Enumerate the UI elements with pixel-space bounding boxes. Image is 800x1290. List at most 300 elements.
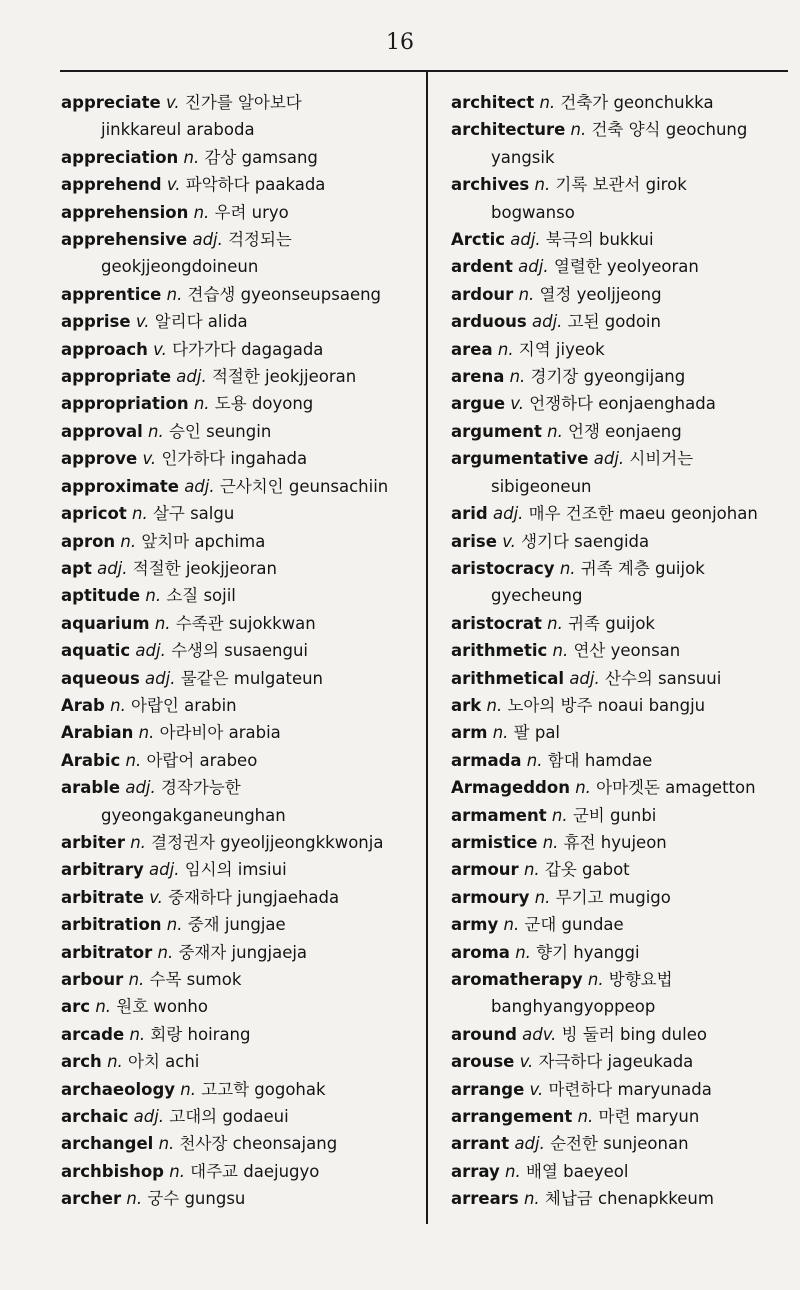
entry-continuation: gyecheung bbox=[491, 586, 583, 606]
entry-headword: armada bbox=[451, 750, 522, 770]
entry-headword: appropriate bbox=[61, 367, 172, 387]
entry-headword: appropriation bbox=[61, 394, 189, 414]
dictionary-entry bbox=[61, 445, 421, 472]
entry-part-of-speech: adj. bbox=[192, 230, 223, 250]
dictionary-entry bbox=[61, 473, 421, 500]
entry-headword: arbitrary bbox=[61, 860, 144, 880]
dictionary-entry bbox=[61, 1158, 421, 1185]
dictionary-entry bbox=[61, 1076, 421, 1103]
entry-headword: arbitrator bbox=[61, 942, 153, 962]
entry-translation: 건축가 geonchukka bbox=[555, 93, 714, 112]
column-divider bbox=[426, 72, 428, 1224]
entry-part-of-speech: n. bbox=[587, 970, 604, 989]
entry-part-of-speech: n. bbox=[542, 832, 559, 852]
entry-part-of-speech: adj. bbox=[510, 230, 541, 250]
entry-part-of-speech: adj. bbox=[518, 257, 549, 277]
dictionary-entry bbox=[61, 719, 421, 746]
entry-translation: 알리다 alida bbox=[149, 312, 248, 332]
entry-translation: 고고학 gogohak bbox=[195, 1079, 326, 1099]
entry-part-of-speech: v. bbox=[149, 887, 163, 907]
entry-translation: 결정권자 gyeoljjeongkkwonja bbox=[145, 832, 384, 852]
dictionary-entry bbox=[61, 747, 421, 774]
entry-translation: 고된 godoin bbox=[562, 312, 661, 332]
entry-translation: 대주교 daejugyo bbox=[184, 1161, 320, 1181]
entry-headword: arid bbox=[451, 504, 488, 524]
entry-part-of-speech: n. bbox=[575, 778, 591, 798]
entry-headword: arbiter bbox=[61, 832, 125, 852]
entry-part-of-speech: adj. bbox=[125, 778, 156, 798]
entry-translation: 시비거는 bbox=[624, 449, 694, 469]
dictionary-entry bbox=[61, 582, 421, 609]
entry-headword: aquarium bbox=[61, 613, 150, 633]
dictionary-entry bbox=[61, 939, 421, 966]
entry-translation: 팔 pal bbox=[508, 723, 561, 743]
entry-translation: 북극의 bukkui bbox=[540, 230, 654, 250]
entry-part-of-speech: v. bbox=[510, 394, 524, 414]
entry-headword: array bbox=[451, 1161, 500, 1181]
entry-part-of-speech: v. bbox=[142, 449, 157, 469]
entry-continuation: banghyangyoppeop bbox=[491, 997, 656, 1017]
dictionary-entry bbox=[61, 363, 421, 390]
entry-translation: 회랑 hoirang bbox=[145, 1024, 251, 1044]
dictionary-entry bbox=[451, 336, 791, 363]
entry-part-of-speech: v. bbox=[519, 1052, 534, 1072]
dictionary-entry bbox=[451, 89, 791, 116]
entry-headword: arrears bbox=[451, 1189, 519, 1209]
entry-translation: 다가가다 dagagada bbox=[166, 339, 324, 359]
dictionary-entry bbox=[451, 719, 791, 746]
dictionary-entry bbox=[451, 555, 791, 610]
entry-part-of-speech: n. bbox=[125, 750, 142, 770]
entry-part-of-speech: adj. bbox=[145, 668, 176, 688]
entry-translation: 아랍어 arabeo bbox=[141, 750, 258, 770]
entry-part-of-speech: n. bbox=[559, 558, 576, 578]
dictionary-entry bbox=[451, 445, 791, 500]
dictionary-entry bbox=[451, 1158, 791, 1185]
entry-translation: 아치 achi bbox=[122, 1052, 200, 1072]
entry-headword: aptitude bbox=[61, 586, 141, 606]
dictionary-entry bbox=[61, 528, 421, 555]
entry-part-of-speech: n. bbox=[130, 832, 146, 852]
entry-headword: armoury bbox=[451, 887, 530, 907]
entry-translation: 원호 wonho bbox=[111, 997, 208, 1017]
dictionary-entry bbox=[451, 528, 791, 555]
dictionary-entry bbox=[61, 1185, 421, 1212]
entry-part-of-speech: n. bbox=[154, 613, 171, 633]
dictionary-entry bbox=[61, 911, 421, 938]
dictionary-entry bbox=[451, 1130, 791, 1157]
dictionary-entry bbox=[451, 363, 791, 390]
entry-headword: approach bbox=[61, 339, 148, 359]
entry-part-of-speech: n. bbox=[547, 421, 563, 441]
entry-continuation: gyeongakganeunghan bbox=[101, 805, 286, 825]
entry-translation: 수족관 sujokkwan bbox=[170, 613, 316, 633]
entry-part-of-speech: n. bbox=[148, 421, 164, 441]
entry-part-of-speech: v. bbox=[502, 531, 516, 551]
entry-part-of-speech: v. bbox=[166, 175, 181, 195]
entry-translation: 건축 양식 geochung bbox=[586, 120, 748, 140]
entry-part-of-speech: n. bbox=[486, 695, 503, 715]
entry-part-of-speech: n. bbox=[539, 93, 556, 112]
entry-translation: 마련 maryun bbox=[593, 1107, 700, 1127]
entry-translation: 천사장 cheonsajang bbox=[174, 1134, 338, 1154]
entry-headword: aromatherapy bbox=[451, 970, 583, 989]
entry-translation: 근사치인 geunsachiin bbox=[214, 476, 389, 496]
dictionary-entry bbox=[61, 89, 421, 144]
entry-translation: 중재하다 jungjaehada bbox=[162, 887, 340, 907]
entry-headword: appreciate bbox=[61, 93, 161, 112]
entry-headword: approximate bbox=[61, 476, 179, 496]
entry-headword: aristocrat bbox=[451, 613, 542, 633]
entry-translation: 언쟁하다 eonjaenghada bbox=[523, 394, 716, 414]
dictionary-entry bbox=[451, 281, 791, 308]
entry-part-of-speech: n. bbox=[526, 750, 543, 770]
entry-headword: archaic bbox=[61, 1107, 129, 1127]
entry-headword: appreciation bbox=[61, 147, 179, 167]
entry-translation: 아마겟돈 amagetton bbox=[590, 778, 756, 798]
entry-translation: 감상 gamsang bbox=[199, 147, 318, 167]
dictionary-entry bbox=[451, 911, 791, 938]
entry-part-of-speech: n. bbox=[518, 284, 535, 304]
entry-translation: 귀족 계층 guijok bbox=[575, 558, 705, 578]
entry-translation: 귀족 guijok bbox=[562, 613, 655, 633]
dictionary-entry bbox=[451, 774, 791, 801]
dictionary-entry bbox=[61, 281, 421, 308]
entry-continuation: yangsik bbox=[491, 147, 555, 167]
entry-part-of-speech: n. bbox=[166, 284, 183, 304]
entry-headword: apprise bbox=[61, 312, 131, 332]
entry-part-of-speech: adj. bbox=[184, 476, 215, 496]
dictionary-entry bbox=[451, 500, 791, 527]
entry-headword: arena bbox=[451, 367, 505, 387]
entry-continuation: bogwanso bbox=[491, 202, 575, 222]
dictionary-entry bbox=[61, 884, 421, 911]
entry-headword: ark bbox=[451, 695, 482, 715]
entry-headword: archbishop bbox=[61, 1161, 164, 1181]
entry-part-of-speech: n. bbox=[547, 613, 563, 633]
entry-part-of-speech: n. bbox=[577, 1107, 594, 1127]
entry-translation: 진가를 알아보다 bbox=[179, 93, 302, 112]
dictionary-entry bbox=[451, 692, 791, 719]
entry-translation: 함대 hamdae bbox=[542, 750, 653, 770]
entry-headword: Arabic bbox=[61, 750, 121, 770]
entry-part-of-speech: v. bbox=[135, 312, 150, 332]
entry-part-of-speech: n. bbox=[129, 1024, 146, 1044]
entry-headword: arbitration bbox=[61, 915, 162, 935]
entry-part-of-speech: v. bbox=[165, 93, 180, 112]
entry-headword: architect bbox=[451, 93, 535, 112]
dictionary-entry bbox=[451, 966, 791, 1021]
entry-headword: arrange bbox=[451, 1079, 525, 1099]
entry-translation: 체납금 chenapkkeum bbox=[539, 1189, 714, 1209]
entry-part-of-speech: adj. bbox=[569, 668, 600, 688]
dictionary-entry bbox=[61, 199, 421, 226]
entry-translation: 물같은 mulgateun bbox=[175, 668, 324, 688]
entry-continuation: sibigeoneun bbox=[491, 476, 592, 496]
dictionary-entry bbox=[451, 856, 791, 883]
entry-translation: 지역 jiyeok bbox=[513, 339, 605, 359]
entry-part-of-speech: v. bbox=[153, 339, 167, 359]
entry-headword: army bbox=[451, 915, 499, 935]
entry-part-of-speech: n. bbox=[132, 504, 148, 524]
entry-part-of-speech: adj. bbox=[493, 504, 524, 524]
entry-part-of-speech: n. bbox=[169, 1161, 185, 1181]
entry-translation: 도용 doyong bbox=[209, 394, 314, 414]
dictionary-entry bbox=[451, 1185, 791, 1212]
entry-headword: aquatic bbox=[61, 641, 131, 661]
entry-translation: 마련하다 maryunada bbox=[543, 1079, 712, 1099]
entry-part-of-speech: n. bbox=[183, 147, 200, 167]
entry-headword: arbour bbox=[61, 970, 124, 989]
dictionary-entry bbox=[451, 939, 791, 966]
dictionary-entry bbox=[61, 1130, 421, 1157]
entry-translation: 연산 yeonsan bbox=[568, 641, 681, 661]
dictionary-entry bbox=[451, 390, 791, 417]
entry-headword: Arabian bbox=[61, 723, 134, 743]
entry-part-of-speech: adj. bbox=[176, 367, 207, 387]
dictionary-entry bbox=[451, 610, 791, 637]
dictionary-entry bbox=[61, 171, 421, 198]
entry-headword: archaeology bbox=[61, 1079, 176, 1099]
entry-headword: arrangement bbox=[451, 1107, 573, 1127]
entry-translation: 임시의 imsiui bbox=[179, 860, 287, 880]
entry-translation: 궁수 gungsu bbox=[142, 1189, 246, 1209]
entry-translation: 앞치마 apchima bbox=[136, 531, 266, 551]
dictionary-entry bbox=[451, 1048, 791, 1075]
dictionary-entry bbox=[451, 665, 791, 692]
entry-part-of-speech: adj. bbox=[514, 1134, 545, 1154]
entry-translation: 갑옷 gabot bbox=[539, 860, 630, 880]
entry-headword: approve bbox=[61, 449, 138, 469]
entry-part-of-speech: n. bbox=[492, 723, 509, 743]
dictionary-entry bbox=[61, 1048, 421, 1075]
dictionary-entry bbox=[61, 1103, 421, 1130]
entry-headword: architecture bbox=[451, 120, 566, 140]
dictionary-entry bbox=[451, 829, 791, 856]
dictionary-entry bbox=[451, 253, 791, 280]
entry-part-of-speech: n. bbox=[523, 1189, 540, 1209]
entry-translation: 경작가능한 bbox=[155, 778, 241, 798]
entry-translation: 아랍인 arabin bbox=[125, 695, 237, 715]
entry-translation: 군대 gundae bbox=[519, 915, 624, 935]
dictionary-entry bbox=[451, 637, 791, 664]
entry-translation: 열렬한 yeolyeoran bbox=[548, 257, 699, 277]
entry-translation: 노아의 방주 noaui bangju bbox=[502, 695, 706, 715]
dictionary-entry bbox=[451, 1076, 791, 1103]
entry-part-of-speech: n. bbox=[551, 805, 568, 825]
entry-part-of-speech: n. bbox=[534, 887, 551, 907]
entry-headword: aroma bbox=[451, 942, 510, 962]
entry-translation: 인가하다 ingahada bbox=[156, 449, 308, 469]
dictionary-entry bbox=[61, 308, 421, 335]
entry-translation: 소질 sojil bbox=[161, 586, 236, 606]
entry-headword: arm bbox=[451, 723, 488, 743]
right-column bbox=[451, 89, 791, 1213]
dictionary-entry bbox=[61, 418, 421, 445]
dictionary-entry bbox=[451, 802, 791, 829]
entry-part-of-speech: n. bbox=[552, 641, 569, 661]
entry-part-of-speech: n. bbox=[505, 1161, 521, 1181]
entry-part-of-speech: v. bbox=[529, 1079, 544, 1099]
entry-headword: around bbox=[451, 1024, 517, 1044]
dictionary-entry bbox=[61, 665, 421, 692]
entry-part-of-speech: adj. bbox=[97, 558, 128, 578]
entry-part-of-speech: adj. bbox=[593, 449, 625, 469]
entry-translation: 산수의 sansuui bbox=[599, 668, 722, 688]
entry-part-of-speech: n. bbox=[107, 1052, 123, 1072]
entry-headword: arrant bbox=[451, 1134, 510, 1154]
entry-part-of-speech: n. bbox=[193, 394, 210, 414]
dictionary-entry bbox=[61, 226, 421, 281]
entry-part-of-speech: n. bbox=[166, 915, 183, 935]
entry-translation: 향기 hyanggi bbox=[530, 942, 640, 962]
dictionary-entry bbox=[451, 418, 791, 445]
entry-headword: apricot bbox=[61, 504, 127, 524]
entry-headword: aqueous bbox=[61, 668, 140, 688]
entry-translation: 아라비아 arabia bbox=[154, 723, 281, 743]
entry-translation: 우려 uryo bbox=[209, 202, 289, 222]
entry-headword: armament bbox=[451, 805, 547, 825]
entry-translation: 견습생 gyeonseupsaeng bbox=[182, 284, 382, 304]
entry-part-of-speech: adj. bbox=[135, 641, 166, 661]
entry-headword: archangel bbox=[61, 1134, 154, 1154]
entry-continuation: geokjjeongdoineun bbox=[101, 257, 259, 277]
entry-translation: 중재 jungjae bbox=[182, 915, 286, 935]
entry-part-of-speech: n. bbox=[509, 367, 526, 387]
dictionary-entry bbox=[61, 829, 421, 856]
entry-headword: approval bbox=[61, 421, 143, 441]
entry-headword: ardour bbox=[451, 284, 514, 304]
entry-translation: 배열 baeyeol bbox=[520, 1161, 629, 1181]
dictionary-entry bbox=[61, 336, 421, 363]
entry-headword: arouse bbox=[451, 1052, 515, 1072]
entry-part-of-speech: n. bbox=[120, 531, 137, 551]
entry-headword: apprehension bbox=[61, 202, 189, 222]
entry-part-of-speech: n. bbox=[110, 695, 126, 715]
dictionary-entry bbox=[451, 308, 791, 335]
entry-part-of-speech: adj. bbox=[531, 312, 563, 332]
entry-part-of-speech: n. bbox=[570, 120, 587, 140]
entry-translation: 걱정되는 bbox=[222, 230, 292, 250]
entry-translation: 자극하다 jageukada bbox=[533, 1052, 694, 1072]
entry-headword: apprehensive bbox=[61, 230, 188, 250]
dictionary-entry bbox=[61, 692, 421, 719]
entry-part-of-speech: n. bbox=[145, 586, 162, 606]
entry-headword: arduous bbox=[451, 312, 527, 332]
entry-part-of-speech: n. bbox=[497, 339, 514, 359]
entry-part-of-speech: n. bbox=[128, 970, 145, 989]
dictionary-entry bbox=[61, 1021, 421, 1048]
entry-continuation: jinkkareul araboda bbox=[101, 120, 255, 140]
entry-headword: argument bbox=[451, 421, 542, 441]
entry-headword: arc bbox=[61, 997, 91, 1017]
dictionary-entry bbox=[61, 774, 421, 829]
entry-translation: 생기다 saengida bbox=[515, 531, 650, 551]
dictionary-entry bbox=[61, 555, 421, 582]
entry-headword: apprehend bbox=[61, 175, 162, 195]
entry-part-of-speech: n. bbox=[503, 915, 520, 935]
entry-headword: apprentice bbox=[61, 284, 162, 304]
entry-part-of-speech: adj. bbox=[149, 860, 180, 880]
entry-headword: armour bbox=[451, 860, 519, 880]
entry-headword: Arab bbox=[61, 695, 105, 715]
dictionary-entry bbox=[61, 390, 421, 417]
entry-translation: 군비 gunbi bbox=[567, 805, 657, 825]
entry-translation: 빙 둘러 bing duleo bbox=[556, 1024, 707, 1044]
entry-headword: arithmetic bbox=[451, 641, 548, 661]
entry-translation: 언쟁 eonjaeng bbox=[562, 421, 682, 441]
header-rule bbox=[60, 70, 788, 72]
dictionary-entry bbox=[61, 144, 421, 171]
entry-translation: 순전한 sunjeonan bbox=[544, 1134, 689, 1154]
dictionary-entry bbox=[451, 884, 791, 911]
entry-headword: argumentative bbox=[451, 449, 589, 469]
entry-part-of-speech: n. bbox=[180, 1079, 196, 1099]
entry-headword: Arctic bbox=[451, 230, 506, 250]
entry-part-of-speech: n. bbox=[138, 723, 155, 743]
entry-part-of-speech: n. bbox=[157, 942, 174, 962]
entry-headword: archer bbox=[61, 1189, 122, 1209]
entry-translation: 매우 건조한 maeu geonjohan bbox=[523, 504, 758, 524]
entry-headword: area bbox=[451, 339, 493, 359]
dictionary-entry bbox=[451, 116, 791, 171]
dictionary-entry bbox=[61, 500, 421, 527]
entry-translation: 승인 seungin bbox=[163, 421, 272, 441]
entry-part-of-speech: n. bbox=[95, 997, 112, 1017]
entry-translation: 적절한 jeokjjeoran bbox=[206, 367, 357, 387]
entry-translation: 수생의 susaengui bbox=[165, 641, 309, 661]
entry-headword: arable bbox=[61, 778, 121, 798]
entry-part-of-speech: n. bbox=[158, 1134, 175, 1154]
entry-translation: 살구 salgu bbox=[147, 504, 235, 524]
entry-part-of-speech: n. bbox=[126, 1189, 143, 1209]
entry-part-of-speech: n. bbox=[193, 202, 210, 222]
page-number: 16 bbox=[386, 30, 414, 55]
dictionary-entry bbox=[451, 747, 791, 774]
entry-headword: argue bbox=[451, 394, 506, 414]
entry-headword: Armageddon bbox=[451, 778, 570, 798]
entry-part-of-speech: n. bbox=[534, 175, 551, 195]
entry-translation: 고대의 godaeui bbox=[164, 1107, 289, 1127]
entry-part-of-speech: adv. bbox=[522, 1024, 557, 1044]
entry-translation: 열정 yeoljjeong bbox=[534, 284, 662, 304]
dictionary-entry bbox=[61, 610, 421, 637]
entry-part-of-speech: n. bbox=[523, 860, 540, 880]
entry-translation: 중재자 jungjaeja bbox=[173, 942, 308, 962]
entry-headword: aristocracy bbox=[451, 558, 555, 578]
entry-part-of-speech: n. bbox=[515, 942, 531, 962]
entry-headword: arcade bbox=[61, 1024, 125, 1044]
entry-headword: armistice bbox=[451, 832, 538, 852]
entry-translation: 적절한 jeokjjeoran bbox=[127, 558, 277, 578]
entry-translation: 파악하다 paakada bbox=[180, 175, 326, 195]
entry-headword: arithmetical bbox=[451, 668, 565, 688]
dictionary-entry bbox=[61, 993, 421, 1020]
dictionary-entry bbox=[451, 1103, 791, 1130]
dictionary-entry bbox=[451, 171, 791, 226]
entry-translation: 경기장 gyeongijang bbox=[525, 367, 686, 387]
entry-translation: 수목 sumok bbox=[144, 970, 242, 989]
dictionary-entry bbox=[451, 226, 791, 253]
dictionary-entry bbox=[61, 637, 421, 664]
entry-headword: apron bbox=[61, 531, 116, 551]
dictionary-entry bbox=[451, 1021, 791, 1048]
dictionary-entry bbox=[61, 856, 421, 883]
entry-headword: arbitrate bbox=[61, 887, 144, 907]
dictionary-entry bbox=[61, 966, 421, 993]
entry-translation: 무기고 mugigo bbox=[550, 887, 671, 907]
entry-translation: 방향요법 bbox=[603, 970, 673, 989]
